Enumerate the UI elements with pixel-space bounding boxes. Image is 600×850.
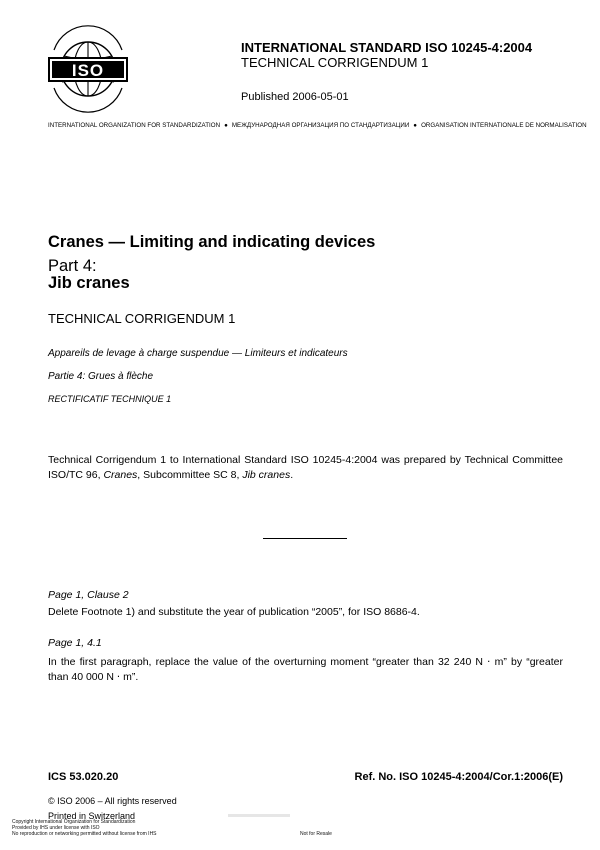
corrigendum-subtitle: TECHNICAL CORRIGENDUM 1 [241,55,429,70]
part-title: Jib cranes [48,274,130,292]
license-notice [12,819,157,837]
subcommittee-name: Jib cranes [242,469,291,481]
printed-in: Printed in Switzerland [48,811,136,821]
not-for-resale: Not for Resale [300,831,332,837]
intro-text: , Subcommittee SC 8, [137,469,243,481]
correction-text: In the first paragraph, replace the value of the overturning moment “greater than 32 240 N ⋅ m” by “greater than 40 000 N ⋅ m”. [48,656,563,683]
logo-text: ISO [71,61,105,80]
org-name-en: INTERNATIONAL ORGANIZATION FOR STANDARDIZATION [48,122,221,129]
bullet-separator: ● [413,122,418,129]
intro-text: . [290,469,294,481]
intro-text: Technical Corrigendum 1 to International Standard ISO 10245-4:2004 was prepared by Technical Committee ISO/TC 96, [48,454,563,481]
part-number: Part 4: [48,257,97,275]
organization-line [48,122,587,129]
committee-name: Cranes [103,469,138,481]
scan-artifact [228,814,290,817]
separator-rule [263,538,347,539]
intro-paragraph [48,453,563,483]
reference-number: Ref. No. ISO 10245-4:2004/Cor.1:2006(E) [354,771,563,783]
org-name-ru: МЕЖДУНАРОДНАЯ ОРГАНИЗАЦИЯ ПО СТАНДАРТИЗАЦИИ [231,122,410,129]
correction-text: Delete Footnote 1) and substitute the year of publication “2005”, for ISO 8686-4. [48,606,420,618]
copyright-notice: © ISO 2006 – All rights reserved [48,796,177,806]
published-date: Published 2006-05-01 [241,91,349,103]
notice-line: No reproduction or networking permitted without license from IHS [12,831,157,837]
corrigendum-label: TECHNICAL CORRIGENDUM 1 [48,311,236,326]
french-part: Partie 4: Grues à flèche [48,371,154,382]
french-corrigendum: RECTIFICATIF TECHNIQUE 1 [48,394,172,404]
correction-location: Page 1, Clause 2 [48,589,129,601]
ics-code: ICS 53.020.20 [48,771,119,783]
org-name-fr: ORGANISATION INTERNATIONALE DE NORMALISATION [421,122,587,129]
notice-line: Copyright International Organization for Standardization [12,819,136,825]
iso-logo [48,40,128,102]
standard-title: INTERNATIONAL STANDARD ISO 10245-4:2004 [241,40,533,55]
french-title: Appareils de levage à charge suspendue — Limiteurs et indicateurs [48,348,348,359]
bullet-separator: ● [224,122,228,129]
document-title: Cranes — Limiting and indicating devices [48,233,376,251]
notice-line: Provided by IHS under license with ISO [12,825,100,831]
correction-location: Page 1, 4.1 [48,637,102,649]
